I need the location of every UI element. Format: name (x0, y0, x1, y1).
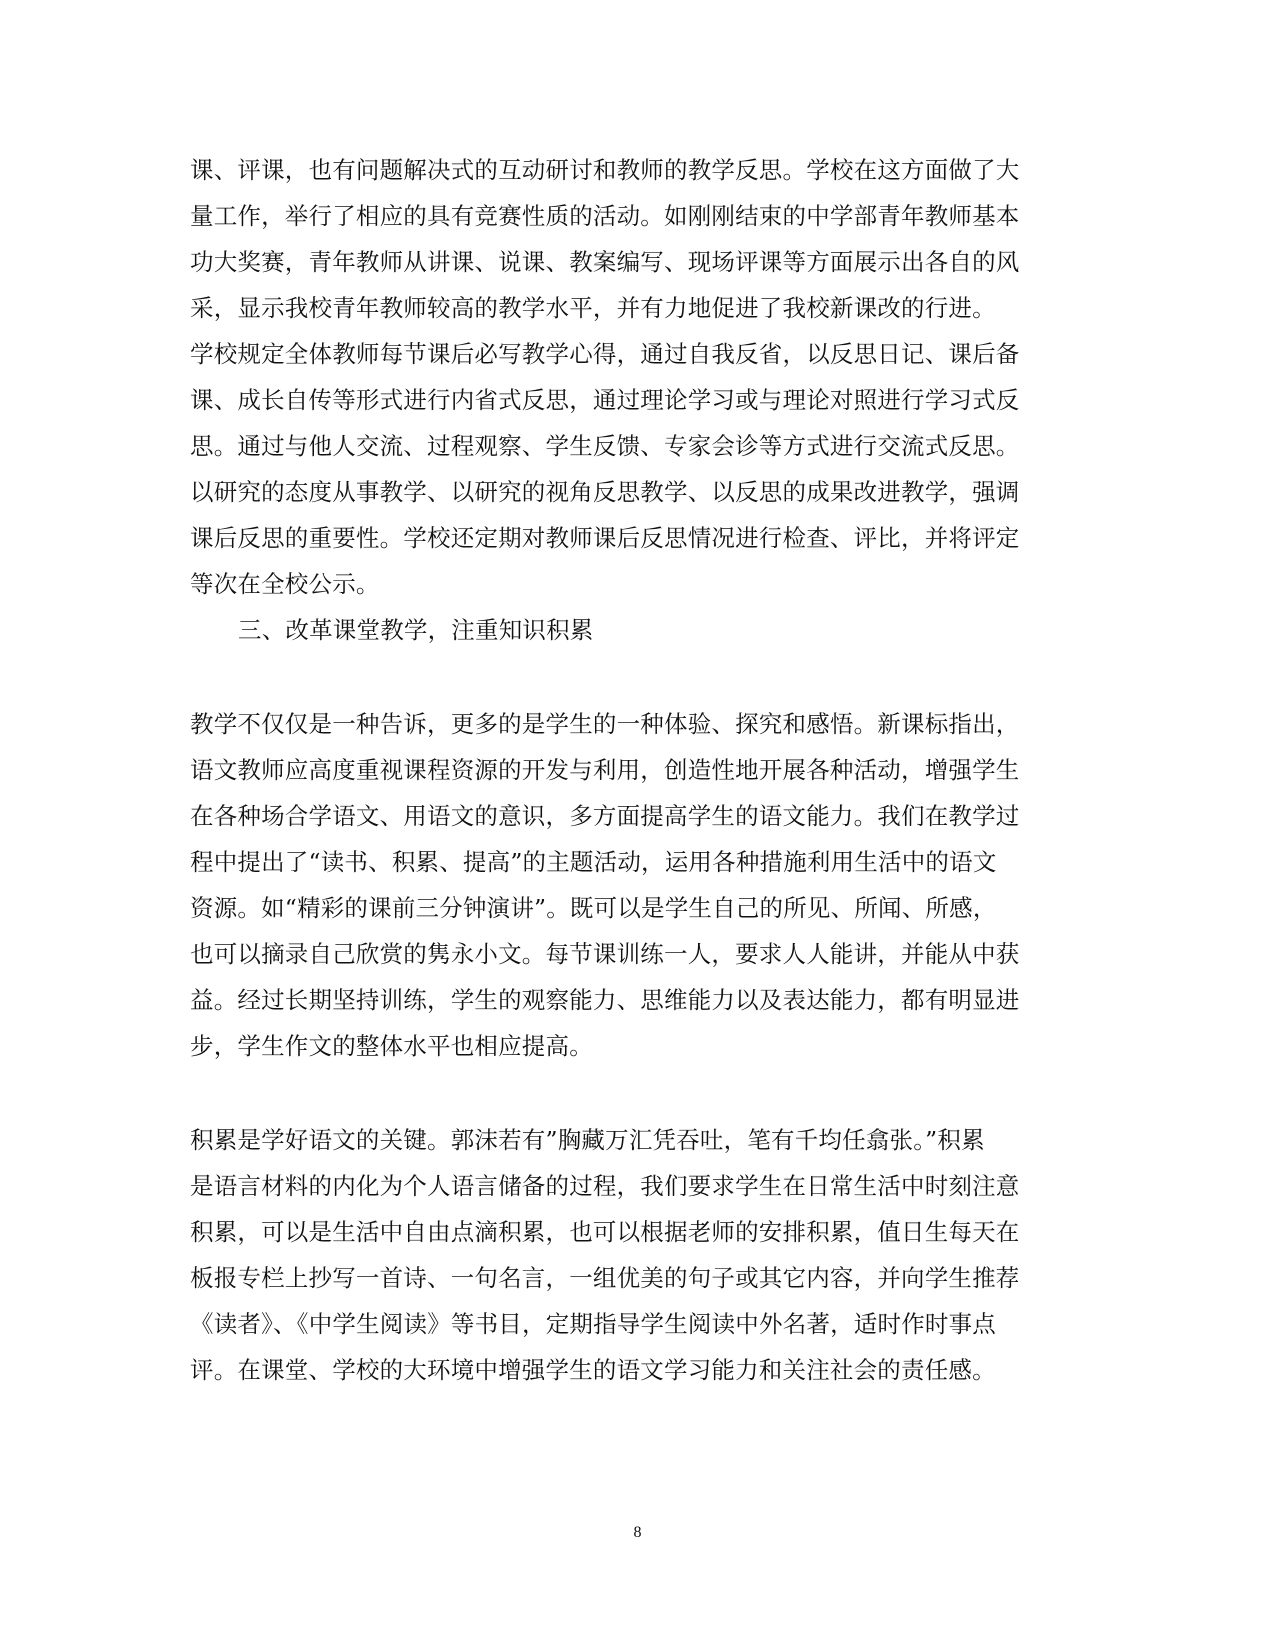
text-line: 步，学生作文的整体水平也相应提高。 (190, 1032, 593, 1060)
text-line: 以研究的态度从事教学、以研究的视角反思教学、以反思的成果改进教学，强调 (190, 478, 1020, 506)
page-number: 8 (633, 1524, 642, 1541)
text-line: 课、评课，也有问题解决式的互动研讨和教师的教学反思。学校在这方面做了大 (190, 156, 1020, 184)
text-line: 评。在课堂、学校的大环境中增强学生的语文学习能力和关注社会的责任感。 (190, 1356, 996, 1384)
section-heading: 三、改革课堂教学，注重知识积累 (238, 616, 594, 644)
text-line: 板报专栏上抄写一首诗、一句名言，一组优美的句子或其它内容，并向学生推荐 (190, 1264, 1020, 1292)
text-line: 课后反思的重要性。学校还定期对教师课后反思情况进行检查、评比，并将评定 (190, 524, 1020, 552)
text-line: 采，显示我校青年教师较高的教学水平，并有力地促进了我校新课改的行进。 (190, 294, 996, 322)
text-line: 是语言材料的内化为个人语言储备的过程，我们要求学生在日常生活中时刻注意 (190, 1172, 1020, 1200)
text-line: 思。通过与他人交流、过程观察、学生反馈、专家会诊等方式进行交流式反思。 (190, 432, 1020, 460)
text-line: 积累是学好语文的关键。郭沫若有”胸藏万汇凭吞吐，笔有千均任翕张。”积累 (190, 1126, 985, 1154)
text-line: 学校规定全体教师每节课后必写教学心得，通过自我反省，以反思日记、课后备 (190, 340, 1020, 368)
text-line: 量工作，举行了相应的具有竞赛性质的活动。如刚刚结束的中学部青年教师基本 (190, 202, 1020, 230)
text-line: 积累，可以是生活中自由点滴积累，也可以根据老师的安排积累，值日生每天在 (190, 1218, 1020, 1246)
text-line: 在各种场合学语文、用语文的意识，多方面提高学生的语文能力。我们在教学过 (190, 802, 1020, 830)
text-line: 程中提出了“读书、积累、提高”的主题活动，运用各种措施利用生活中的语文 (190, 848, 997, 876)
text-line: 课、成长自传等形式进行内省式反思，通过理论学习或与理论对照进行学习式反 (190, 386, 1020, 414)
text-line: 益。经过长期坚持训练，学生的观察能力、思维能力以及表达能力，都有明显进 (190, 986, 1020, 1014)
text-line: 教学不仅仅是一种告诉，更多的是学生的一种体验、探究和感悟。新课标指出， (190, 710, 1020, 738)
text-line: 资源。如“精彩的课前三分钟演讲”。既可以是学生自己的所见、所闻、所感， (190, 894, 997, 922)
text-line: 《读者》、《中学生阅读》等书目，定期指导学生阅读中外名著，适时作时事点 (190, 1310, 996, 1338)
text-line: 等次在全校公示。 (190, 570, 380, 598)
text-line: 也可以摘录自己欣赏的隽永小文。每节课训练一人，要求人人能讲，并能从中获 (190, 940, 1020, 968)
text-line: 功大奖赛，青年教师从讲课、说课、教案编写、现场评课等方面展示出各自的风 (190, 248, 1020, 276)
text-line: 语文教师应高度重视课程资源的开发与利用，创造性地开展各种活动，增强学生 (190, 756, 1020, 784)
